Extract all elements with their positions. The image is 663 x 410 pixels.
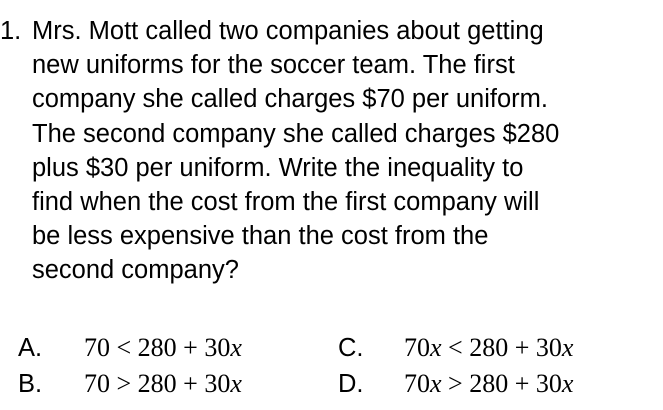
- choice-letter: D.: [338, 369, 364, 398]
- choice-b[interactable]: [18, 366, 242, 402]
- question-line: find when the cost from the first company will: [32, 188, 540, 217]
- question-line: The second company she called charges $280: [32, 119, 560, 148]
- question-line: new uniforms for the soccer team. The first: [32, 51, 515, 80]
- choice-expression: 70x < 280 + 30x: [404, 333, 574, 362]
- choice-letter: B.: [18, 369, 43, 398]
- choice-a[interactable]: [18, 330, 242, 366]
- choice-expression: 70 > 280 + 30x: [84, 369, 242, 398]
- choice-letter: A.: [18, 333, 43, 362]
- question-text: [0, 14, 660, 288]
- choice-d[interactable]: [338, 366, 574, 402]
- question-line: second company?: [32, 256, 239, 285]
- answer-choices: [0, 330, 663, 406]
- choice-letter: C.: [338, 333, 364, 362]
- choice-c[interactable]: [338, 330, 574, 366]
- question-line: plus $30 per uniform. Write the inequality to: [32, 153, 524, 182]
- choice-expression: 70 < 280 + 30x: [84, 333, 242, 362]
- choice-expression: 70x > 280 + 30x: [404, 369, 574, 398]
- question-line: company she called charges $70 per uniform.: [32, 85, 548, 114]
- question-line: be less expensive than the cost from the: [32, 222, 489, 251]
- question-number: 1.: [0, 17, 22, 45]
- question-line: 1. Mrs. Mott called two companies about getting: [0, 14, 660, 48]
